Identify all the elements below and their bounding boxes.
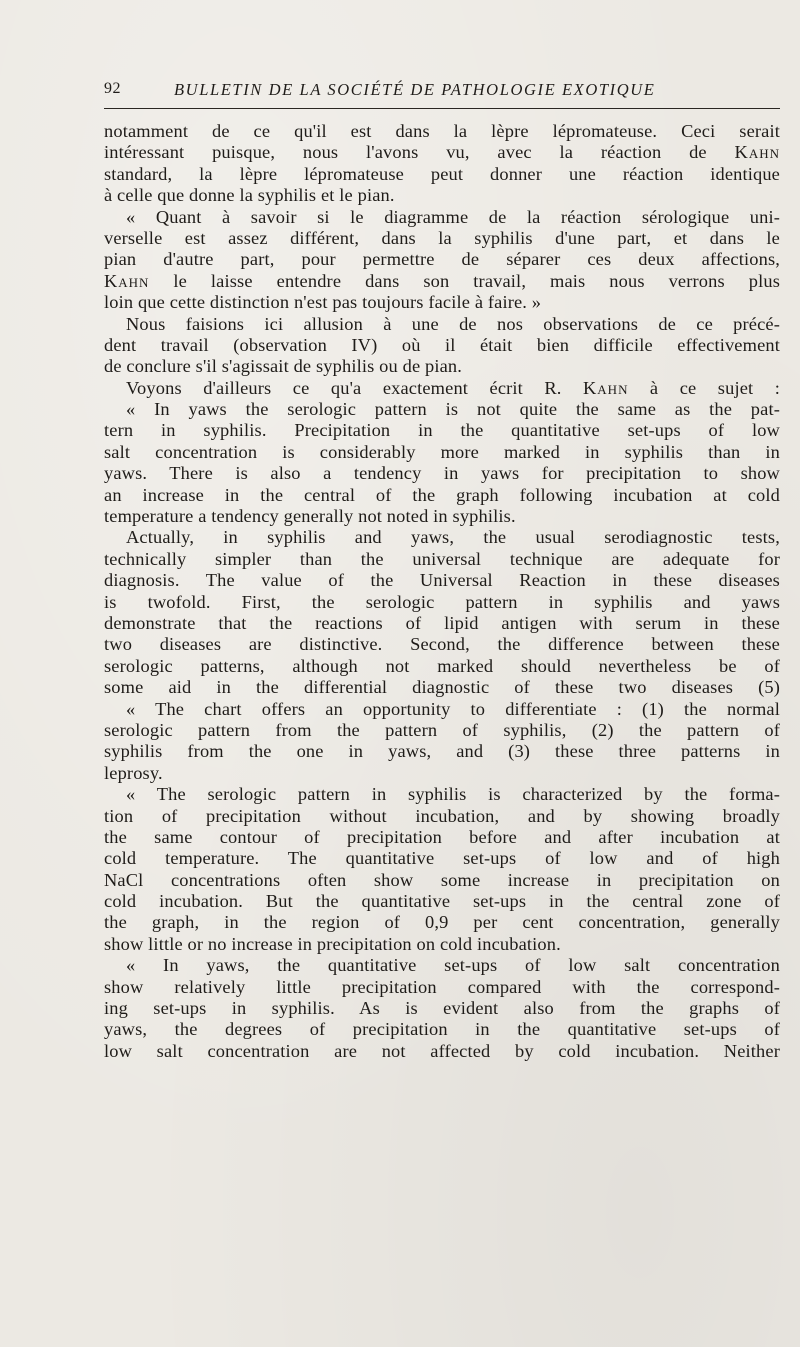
- text-run: verselle est assez différent, dans la syphilis d'une part, et dans le: [104, 227, 780, 248]
- text-line: [104, 292, 780, 313]
- text-line: [104, 420, 780, 441]
- journal-title: BULLETIN DE LA SOCIÉTÉ DE PATHOLOGIE EXOTIQUE: [174, 80, 656, 99]
- text-run: notamment de ce qu'il est dans la lèpre lépromateuse. Ceci serait: [104, 121, 780, 141]
- text-line: [104, 314, 780, 335]
- text-line: [104, 527, 780, 548]
- text-line: [104, 549, 780, 570]
- text-line: [104, 570, 780, 591]
- text-line: [104, 870, 780, 891]
- text-run: Voyons d'ailleurs ce qu'a exactement écrit R.: [126, 377, 584, 398]
- running-head: [104, 80, 780, 106]
- text-line: [104, 249, 780, 270]
- text-run: dent travail (observation IV) où il était bien difficile effectivement: [104, 334, 780, 355]
- text-line: [104, 121, 780, 142]
- text-run: syphilis from the one in yaws, and (3) these three patterns in: [104, 741, 780, 762]
- text-run: « Quant à savoir si le diagramme de la réaction sérologique uni-: [126, 206, 780, 227]
- author-name: Kahn: [104, 270, 150, 291]
- text-run: the graph, in the region of 0,9 per cent concentration, generally: [104, 912, 780, 933]
- text-line: [104, 335, 780, 356]
- text-run: pian d'autre part, pour permettre de séparer ces deux affections,: [104, 249, 780, 270]
- text-run: salt concentration is considerably more marked in syphilis than in: [104, 441, 780, 462]
- text-run: de conclure s'il s'agissait de syphilis ou de pian.: [104, 356, 463, 377]
- text-run: cold temperature. The quantitative set-ups of low and of high: [104, 848, 780, 869]
- text-line: [104, 634, 780, 655]
- text-line: [104, 442, 780, 463]
- text-run: standard, la lèpre lépromateuse peut donner une réaction identique: [104, 163, 780, 184]
- text-run: serologic pattern from the pattern of syphilis, (2) the pattern of: [104, 719, 780, 740]
- text-line: [104, 720, 780, 741]
- text-run: serologic patterns, although not marked should nevertheless be of: [104, 655, 780, 676]
- text-line: [104, 185, 780, 206]
- text-line: [104, 741, 780, 762]
- text-run: Nous faisions ici allusion à une de nos observations de ce précé-: [126, 313, 780, 334]
- text-run: cold incubation. But the quantitative set-ups in the central zone of: [104, 891, 780, 912]
- text-run: the same contour of precipitation before and after incubation at: [104, 826, 780, 847]
- text-run: à ce sujet :: [628, 377, 780, 398]
- text-line: [104, 891, 780, 912]
- text-line: [104, 955, 780, 976]
- text-line: [104, 485, 780, 506]
- text-run: demonstrate that the reactions of lipid antigen with serum in these: [104, 612, 780, 633]
- text-line: [104, 613, 780, 634]
- header-rule: [104, 108, 780, 109]
- text-line: [104, 399, 780, 420]
- text-run: tern in syphilis. Precipitation in the quantitative set-ups of low: [104, 420, 780, 441]
- text-line: [104, 699, 780, 720]
- text-line: [104, 142, 780, 163]
- text-line: [104, 934, 780, 955]
- text-line: [104, 506, 780, 527]
- text-line: [104, 378, 780, 399]
- author-name: Kahn: [583, 377, 629, 398]
- text-line: [104, 848, 780, 869]
- text-line: [104, 207, 780, 228]
- text-run: « The serologic pattern in syphilis is characterized by the forma-: [126, 784, 780, 805]
- text-run: « The chart offers an opportunity to differentiate : (1) the normal: [126, 698, 780, 719]
- text-run: technically simpler than the universal technique are adequate for: [104, 548, 780, 569]
- text-run: yaws, the degrees of precipitation in the quantitative set-ups of: [104, 1019, 780, 1040]
- text-line: [104, 977, 780, 998]
- text-line: [104, 1041, 780, 1062]
- text-run: loin que cette distinction n'est pas toujours facile à faire. »: [104, 292, 542, 313]
- text-run: le laisse entendre dans son travail, mais nous verrons plus: [149, 270, 780, 291]
- text-run: « In yaws the serologic pattern is not quite the same as the pat-: [126, 399, 780, 420]
- text-run: « In yaws, the quantitative set-ups of low salt concentration: [126, 955, 780, 976]
- text-line: [104, 677, 780, 698]
- text-line: [104, 806, 780, 827]
- text-line: [104, 271, 780, 292]
- author-name: Kahn: [734, 142, 780, 163]
- text-line: [104, 1019, 780, 1040]
- text-line: [104, 356, 780, 377]
- text-run: yaws. There is also a tendency in yaws for precipitation to show: [104, 463, 780, 484]
- text-line: [104, 164, 780, 185]
- text-line: [104, 912, 780, 933]
- text-line: [104, 827, 780, 848]
- page-number: 92: [104, 80, 121, 97]
- text-line: [104, 998, 780, 1019]
- text-line: [104, 592, 780, 613]
- text-run: show little or no increase in precipitation on cold incubation.: [104, 933, 561, 954]
- text-run: low salt concentration are not affected by cold incubation. Neither: [104, 1040, 780, 1061]
- text-line: [104, 656, 780, 677]
- text-line: [104, 763, 780, 784]
- text-run: show relatively little precipitation compared with the correspond-: [104, 976, 780, 997]
- text-run: à celle que donne la syphilis et le pian.: [104, 185, 395, 206]
- text-run: some aid in the differential diagnostic of these two diseases (5): [104, 677, 780, 698]
- text-run: tion of precipitation without incubation, and by showing broadly: [104, 805, 780, 826]
- text-run: two diseases are distinctive. Second, the difference between these: [104, 634, 780, 655]
- text-run: leprosy.: [104, 762, 163, 783]
- text-run: is twofold. First, the serologic pattern in syphilis and yaws: [104, 591, 780, 612]
- text-run: intéressant puisque, nous l'avons vu, avec la réaction de: [104, 142, 735, 163]
- text-line: [104, 228, 780, 249]
- text-line: [104, 463, 780, 484]
- text-run: temperature a tendency generally not noted in syphilis.: [104, 506, 516, 527]
- text-line: [104, 784, 780, 805]
- text-run: diagnosis. The value of the Universal Reaction in these diseases: [104, 570, 780, 591]
- text-run: Actually, in syphilis and yaws, the usual serodiagnostic tests,: [126, 527, 780, 548]
- body-text: [104, 121, 780, 1062]
- text-run: NaCl concentrations often show some increase in precipitation on: [104, 869, 780, 890]
- text-run: an increase in the central of the graph following incubation at cold: [104, 484, 780, 505]
- text-run: ing set-ups in syphilis. As is evident also from the graphs of: [104, 998, 780, 1019]
